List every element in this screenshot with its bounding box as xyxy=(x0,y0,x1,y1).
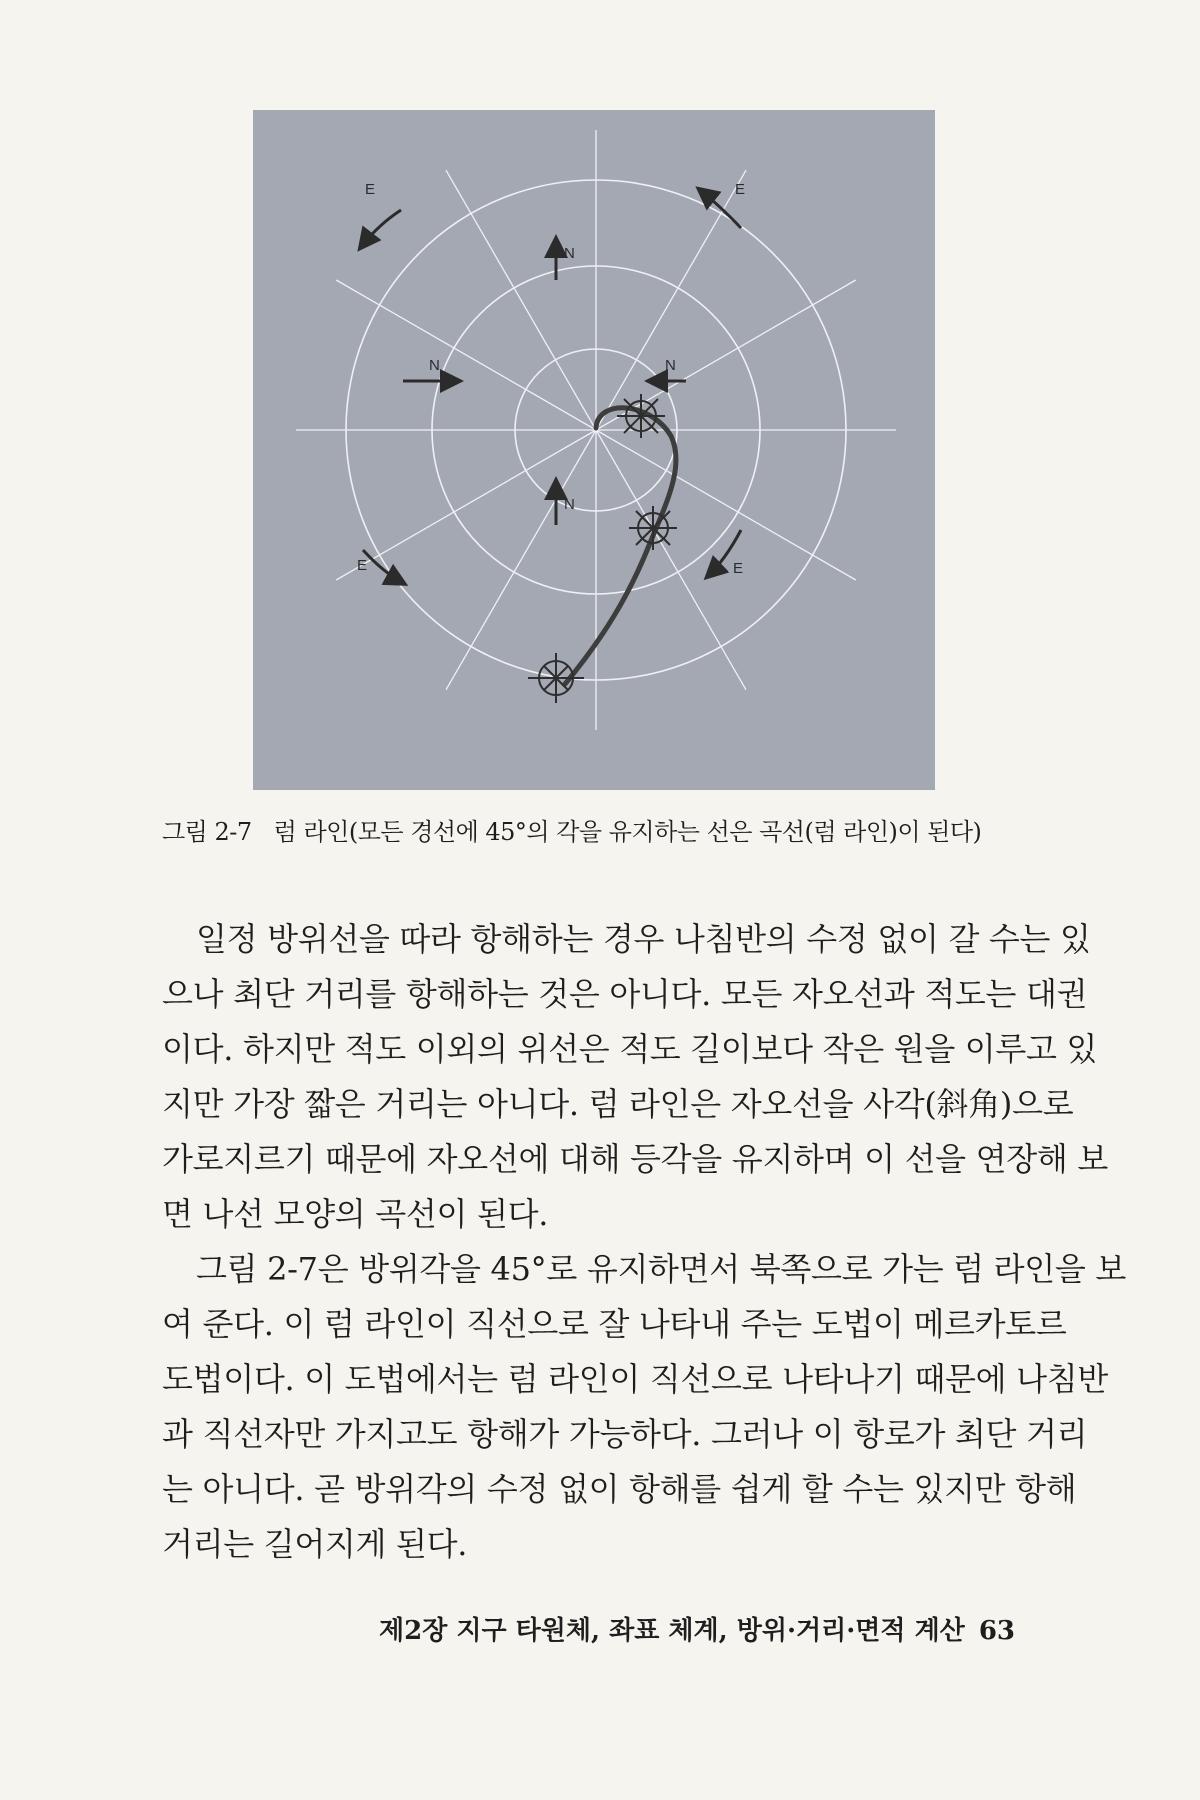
page-number: 63 xyxy=(978,1616,1015,1646)
label-n-bottom: N xyxy=(564,496,575,513)
polar-diagram xyxy=(253,110,935,790)
label-e-top-left: E xyxy=(365,181,376,198)
paragraph-2 xyxy=(162,1242,1126,1572)
meridian-line xyxy=(446,170,596,430)
text-line: 지만 가장 짧은 거리는 아니다. 럼 라인은 자오선을 사각(斜角)으로 xyxy=(162,1085,1074,1123)
text-line: 면 나선 모양의 곡선이 된다. xyxy=(162,1195,549,1233)
arrow-e-top-left xyxy=(361,210,401,247)
text-line: 여 준다. 이 럼 라인이 직선으로 잘 나타내 주는 도법이 메르카토르 xyxy=(162,1305,1067,1343)
text-line: 도법이다. 이 도법에서는 럼 라인이 직선으로 나타나기 때문에 나침반 xyxy=(162,1360,1108,1398)
meridian-line xyxy=(596,430,856,580)
page-footer xyxy=(379,1610,1015,1647)
text-line: 는 아니다. 곧 방위각의 수정 없이 항해를 쉽게 할 수는 있지만 항해 xyxy=(162,1470,1077,1508)
direction-arrows xyxy=(361,190,744,583)
rhumb-line-curve xyxy=(565,408,676,684)
meridian-line xyxy=(336,280,596,430)
text-line: 이다. 하지만 적도 이외의 위선은 적도 길이보다 작은 원을 이루고 있 xyxy=(162,1030,1098,1068)
label-n-top: N xyxy=(564,245,575,262)
paragraph-1 xyxy=(162,912,1108,1242)
figure-caption xyxy=(162,812,1062,847)
compass-mark xyxy=(617,394,665,438)
text-line: 그림 2-7은 방위각을 45°로 유지하면서 북쪽으로 가는 럼 라인을 보 xyxy=(196,1250,1126,1288)
label-n-left: N xyxy=(429,357,440,374)
caption-text: 럼 라인(모든 경선에 45°의 각을 유지하는 선은 곡선(럼 라인)이 된다) xyxy=(273,818,982,846)
text-line: 일정 방위선을 따라 항해하는 경우 나침반의 수정 없이 갈 수는 있 xyxy=(196,920,1091,958)
text-line: 가로지르기 때문에 자오선에 대해 등각을 유지하며 이 선을 연장해 보 xyxy=(162,1140,1108,1178)
text-line: 으나 최단 거리를 항해하는 것은 아니다. 모든 자오선과 적도는 대권 xyxy=(162,975,1088,1013)
compass-mark xyxy=(629,506,677,550)
meridian-line xyxy=(446,430,596,690)
label-e-bottom-left: E xyxy=(357,557,368,574)
caption-number: 그림 2-7 xyxy=(162,818,252,846)
label-e-bottom-right: E xyxy=(733,560,744,577)
text-line: 거리는 길어지게 된다. xyxy=(162,1525,468,1563)
body-text xyxy=(162,912,1126,1572)
label-n-right: N xyxy=(665,357,676,374)
text-line: 과 직선자만 가지고도 항해가 가능하다. 그러나 이 항로가 최단 거리 xyxy=(162,1415,1088,1453)
arrow-e-bottom-left xyxy=(363,550,403,583)
chapter-title: 제2장 지구 타원체, 좌표 체계, 방위·거리·면적 계산 xyxy=(378,1616,965,1646)
label-e-top-right: E xyxy=(735,181,746,198)
rhumb-line-figure xyxy=(253,110,935,790)
compass-mark xyxy=(528,653,584,703)
